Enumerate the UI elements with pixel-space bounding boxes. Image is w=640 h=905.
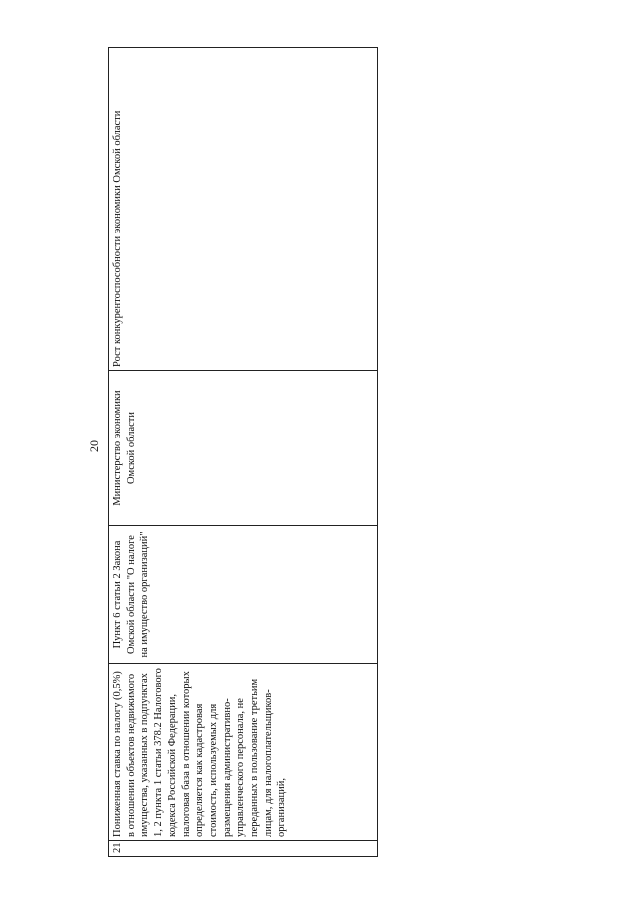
table-row xyxy=(109,48,378,857)
row-number-cell xyxy=(109,841,378,857)
goal-cell xyxy=(109,48,378,371)
responsible-body: Министерство экономики Омской области xyxy=(112,390,137,506)
page-number: 20 xyxy=(87,440,101,452)
goal-text: Рост конкурентоспособности экономики Омской области xyxy=(112,110,123,367)
tax-benefit-table xyxy=(108,47,378,857)
benefit-description-cell xyxy=(109,664,378,841)
legal-basis: Пункт 6 статьи 2 Закона Омской области "О налоге на имущество организаций" xyxy=(112,531,151,658)
responsible-body-cell xyxy=(109,371,378,526)
legal-basis-cell xyxy=(109,526,378,664)
benefit-description: Пониженная ставка по налогу (0,5%) в отношении объектов недвижимого имущества, указанных в подпунктах 1, 2 пункта 1 статьи 378.2 Налогового кодекса Российской Федерации, налоговая база в отношении которых определяется как кадастровая стоимость, используемых для размещения административно-управленческого персонала, не переданных в пользование третьим лицам, для налогоплательщиков-организаций, xyxy=(112,668,288,837)
row-number: 21 xyxy=(112,842,123,853)
rotated-page xyxy=(87,47,400,857)
